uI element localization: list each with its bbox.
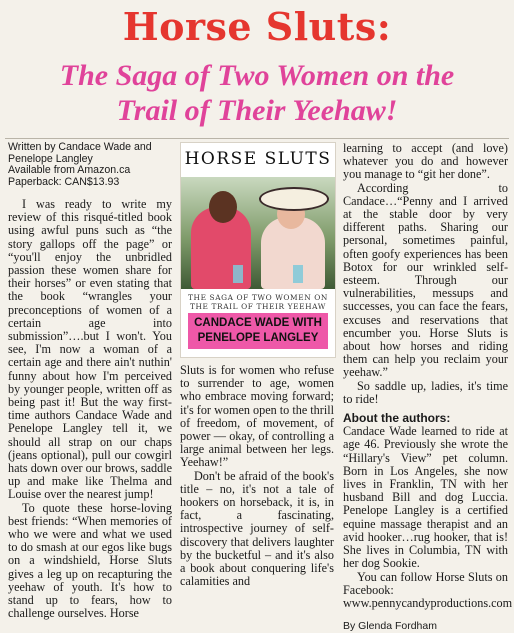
- book-cover-authors: [188, 313, 328, 349]
- photo-head-left: [209, 191, 237, 223]
- book-cover-caption: [181, 293, 335, 311]
- book-cover-photo: [181, 177, 335, 289]
- book-cover-authors-line2: PENELOPE LANGLEY: [197, 332, 319, 344]
- column-2: [180, 364, 334, 588]
- column-3: [343, 141, 513, 633]
- byline-line1: Written by Candace Wade and: [8, 141, 152, 153]
- column3-paragraph1: learning to accept (and love) whatever you do and however you manage to “git her done”.: [343, 141, 508, 182]
- book-cover-authors-line1: CANDACE WADE WITH: [194, 317, 322, 329]
- book-cover: [180, 142, 336, 358]
- photo-glass: [293, 265, 303, 283]
- about-authors-text: Candace Wade learned to ride at age 46. Previously she wrote the “Hillary's View” pet column. Born in Los Angeles, she now lives in Franklin, TN with her husband Bill and dog Luccia. Penelope Langley is a certified equine massage therapist and an avid hooker…rug hooker, that is! She lives in Columbia, TN with her dog Sookie.: [343, 424, 508, 571]
- header-divider: [5, 138, 509, 139]
- photo-glass: [233, 265, 243, 283]
- follow-text: You can follow Horse Sluts on Facebook: www.pennycandyproductions.com: [343, 569, 513, 610]
- byline-line2: Penelope Langley: [8, 152, 93, 165]
- column1-paragraph2: To quote these horse-loving best friends: “When memories of who we were and what we used to do smash at our egos like bugs on a windshield, Horse Sluts gives a leg up on recapturing the yeehaw of youth. It's how to stand up to fears, how to challenge ourselves. Horse: [8, 500, 172, 621]
- column3-paragraph3: So saddle up, ladies, it's time to ride!: [343, 378, 508, 406]
- byline-line3: Available from Amazon.ca: [8, 164, 131, 176]
- column2-paragraph2: Don't be afraid of the book's title – no, it's not a tale of hookers on horseback, it is, in fact, a fascinating, introspective journey of self-discovery that delivers laughter by the bucketful – and it's also a book about conquering life's calamities and: [180, 468, 334, 589]
- about-authors-heading: About the authors:: [343, 411, 451, 426]
- column1-paragraph1: I was ready to write my review of this risqué-titled book using awful puns such as “the story gallops off the page” or “you'll enjoy the unbridled passion these women share for their horses” or even stating that the book “wrangles your preconceptions of women of a certain age into submission”….but I won't. You see, I'm now a woman of a certain age and there ain't nuthin' funny about how I'm perceived by younger people, written off as being past it! But the way first-time authors Candace Wade and Penelope Langley tell it, we should all strap on our chaps (jeans optional), pull our cowgirl hats down over our brows, saddle up and make like Thelma and Louise over the nearest jump!: [8, 197, 172, 502]
- column3-paragraph2: According to Candace…“Penny and I arrived at the stable door by very different paths. Sharing our personal, sometimes painful, often goofy experiences has been Botox for our wrinkled self-esteem. Through our vulnerabilities, messups and successes, you can face the fears, excuses and reservations that encumber you. Horse Sluts is about how horses and riding them can help you reclaim your yeehaw.”: [343, 180, 508, 380]
- article-subtitle-line2: Trail of Their Yeehaw!: [116, 94, 398, 127]
- book-cover-caption-line2: THE TRAIL OF THEIR YEEHAW: [189, 302, 326, 311]
- photo-hat: [259, 187, 329, 211]
- article-signoff: By Glenda Fordham: [343, 620, 437, 633]
- book-cover-caption-line1: THE SAGA OF TWO WOMEN ON: [188, 293, 328, 302]
- byline-line4: Paperback: CAN$13.93: [8, 175, 120, 188]
- column-1: [8, 142, 172, 621]
- byline: [8, 142, 172, 188]
- column2-paragraph1: Sluts is for women who refuse to surrender to age, women who embrace moving forward; it's for women open to the thrill of freedom, of movement, of power — okay, of controlling a large animal between her legs. Yeehaw!”: [180, 363, 334, 470]
- book-cover-title: HORSE SLUTS: [184, 149, 332, 169]
- article-subtitle-line1: The Saga of Two Women on the: [59, 59, 455, 92]
- article-title: Horse Sluts:: [122, 4, 392, 49]
